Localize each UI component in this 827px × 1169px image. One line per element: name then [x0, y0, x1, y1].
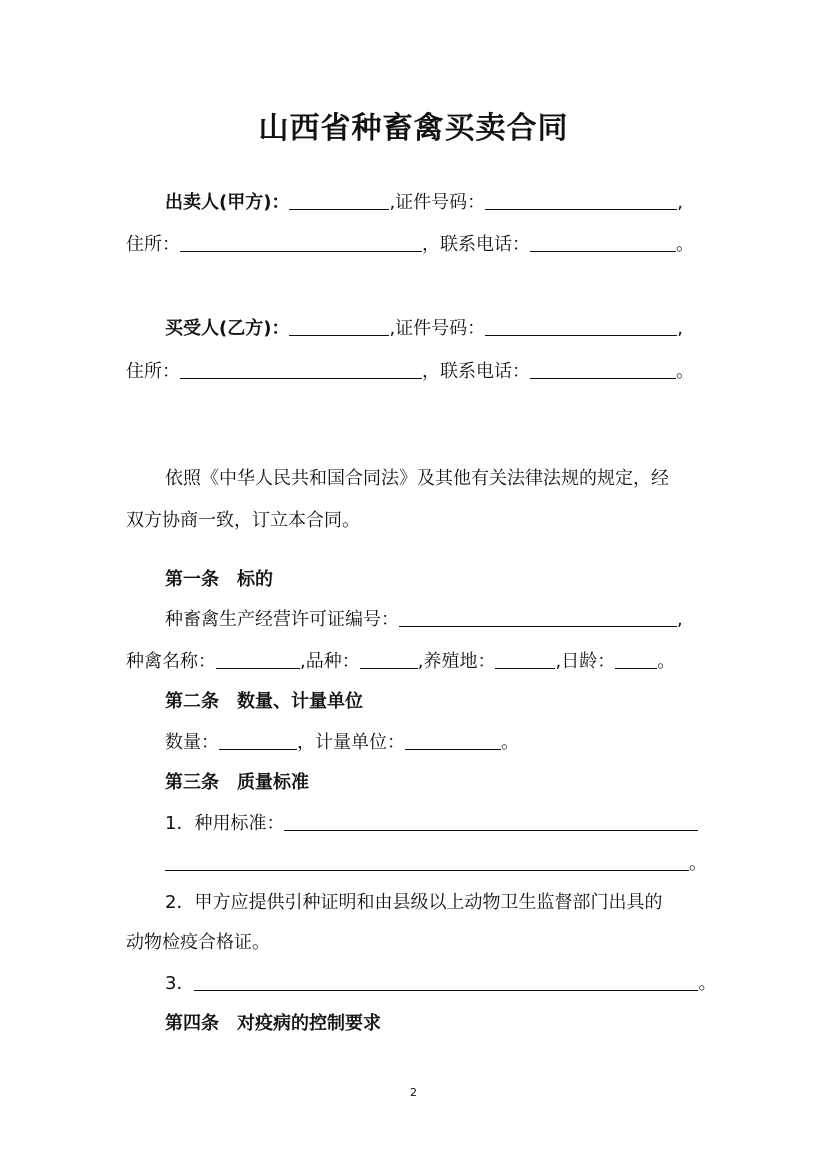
document-title: 山西省种畜禽买卖合同 [258, 111, 569, 146]
buyer-line [165, 315, 683, 343]
age-label: ,日龄： [555, 651, 616, 672]
license-blank[interactable] [399, 606, 677, 627]
quantity-label: 数量： [165, 732, 219, 753]
license-label: 种畜禽生产经营许可证编号： [165, 609, 399, 630]
breed-blank[interactable] [360, 648, 418, 669]
buyer-name-blank[interactable] [289, 315, 389, 336]
name-blank[interactable] [216, 648, 300, 669]
article-3-heading: 第三条 质量标准 [165, 772, 309, 793]
buyer-phone-label: ，联系电话： [422, 361, 530, 382]
breed-line-end: 。 [657, 651, 676, 672]
place-label: ,养殖地： [417, 651, 496, 672]
quarantine-line-2: 动物检疫合格证。 [126, 932, 270, 953]
standard-blank[interactable] [284, 810, 698, 831]
seller-label: 出卖人(甲方)： [165, 192, 290, 213]
item-3-end: 。 [698, 973, 717, 994]
name-label: 种禽名称： [126, 651, 216, 672]
standard-line [165, 810, 698, 838]
intro-line-2: 双方协商一致，订立本合同。 [126, 510, 360, 531]
seller-address-line [126, 231, 694, 259]
seller-end: 。 [676, 234, 694, 255]
breed-label: ,品种： [300, 651, 360, 672]
intro-line-1: 依照《中华人民共和国合同法》及其他有关法律法规的规定，经 [165, 468, 669, 489]
buyer-id-label: ,证件号码： [389, 318, 486, 339]
buyer-address-line [126, 358, 694, 386]
buyer-phone-blank[interactable] [530, 358, 676, 379]
standard-blank-2[interactable] [165, 850, 689, 871]
buyer-label: 买受人(乙方)： [165, 318, 290, 339]
seller-name-blank[interactable] [289, 189, 389, 210]
standard-end: 。 [689, 853, 707, 874]
buyer-end: 。 [676, 361, 694, 382]
seller-address-blank[interactable] [180, 231, 422, 252]
quantity-end: 。 [501, 732, 519, 753]
license-comma: , [677, 609, 683, 630]
breed-line [126, 648, 675, 676]
license-line [165, 606, 683, 634]
page-number: 2 [410, 1086, 417, 1099]
unit-blank[interactable] [405, 729, 501, 750]
seller-phone-blank[interactable] [530, 231, 676, 252]
article-4-heading: 第四条 对疫病的控制要求 [165, 1013, 381, 1034]
seller-phone-label: ，联系电话： [422, 234, 530, 255]
place-blank[interactable] [495, 648, 555, 669]
item-3-line [165, 970, 716, 998]
standard-line-2 [165, 850, 707, 878]
buyer-address-label: 住所： [126, 361, 180, 382]
quantity-line [165, 729, 519, 757]
buyer-id-blank[interactable] [485, 315, 677, 336]
item-3-blank[interactable] [194, 970, 698, 991]
unit-label: ，计量单位： [297, 732, 405, 753]
item-3-label: 3． [165, 973, 195, 994]
buyer-comma: , [677, 318, 683, 339]
quarantine-line-1: 2．甲方应提供引种证明和由县级以上动物卫生监督部门出具的 [165, 892, 663, 913]
article-1-heading: 第一条 标的 [165, 569, 273, 590]
seller-id-label: ,证件号码： [389, 192, 486, 213]
age-blank[interactable] [615, 648, 657, 669]
seller-id-blank[interactable] [485, 189, 677, 210]
seller-line [165, 189, 683, 217]
buyer-address-blank[interactable] [180, 358, 422, 379]
seller-comma: , [677, 192, 683, 213]
article-2-heading: 第二条 数量、计量单位 [165, 691, 363, 712]
seller-address-label: 住所： [126, 234, 180, 255]
quantity-blank[interactable] [219, 729, 297, 750]
standard-label: 1．种用标准： [165, 813, 285, 834]
